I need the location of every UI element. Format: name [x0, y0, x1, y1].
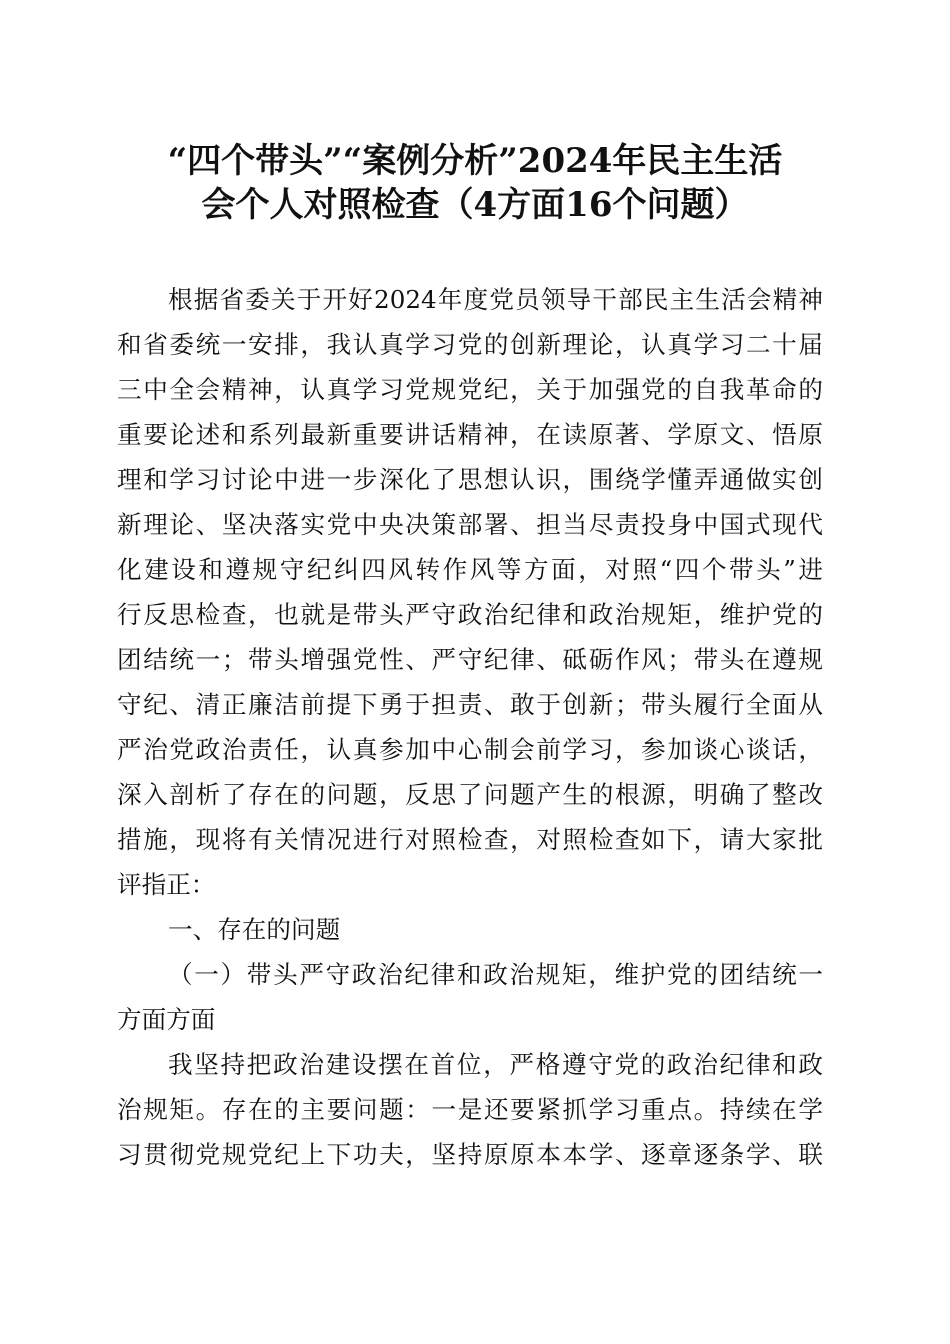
intro-line: 深入剖析了存在的问题，反思了问题产生的根源，明确了整改: [117, 780, 823, 809]
intro-line: 守纪、清正廉洁前提下勇于担责、敢于创新；带头履行全面从: [117, 690, 823, 719]
paragraph-line: 习贯彻党规党纪上下功夫，坚持原原本本学、逐章逐条学、联: [117, 1140, 823, 1169]
document-title-line-2: 会个人对照检查（4方面16个问题）: [201, 185, 749, 225]
intro-line: 措施，现将有关情况进行对照检查，对照检查如下，请大家批: [117, 825, 823, 854]
intro-line: 行反思检查，也就是带头严守政治纪律和政治规矩，维护党的: [117, 600, 823, 629]
intro-line: 评指正：: [117, 870, 216, 899]
paragraph-line: 治规矩。存在的主要问题：一是还要紧抓学习重点。持续在学: [117, 1095, 823, 1124]
intro-line: 新理论、坚决落实党中央决策部署、担当尽责投身中国式现代: [117, 510, 823, 539]
intro-line: 严治党政治责任，认真参加中心制会前学习，参加谈心谈话，: [117, 735, 823, 764]
intro-line: 理和学习讨论中进一步深化了思想认识，围绕学懂弄通做实创: [117, 465, 823, 494]
intro-line: 三中全会精神，认真学习党规党纪，关于加强党的自我革命的: [117, 375, 823, 404]
intro-line: 重要论述和系列最新重要讲话精神，在读原著、学原文、悟原: [117, 420, 823, 449]
intro-line: 团结统一；带头增强党性、严守纪律、砥砺作风；带头在遵规: [117, 645, 823, 674]
intro-line: 根据省委关于开好2024年度党员领导干部民主生活会精神: [168, 285, 823, 314]
subsection-heading-line: （一）带头严守政治纪律和政治规矩，维护党的团结统一: [168, 960, 823, 989]
intro-line: 化建设和遵规守纪纠四风转作风等方面，对照“四个带头”进: [117, 555, 823, 584]
paragraph-line: 我坚持把政治建设摆在首位，严格遵守党的政治纪律和政: [168, 1050, 823, 1079]
subsection-heading-line: 方面方面: [117, 1005, 216, 1034]
document-title-line-1: “四个带头”“案例分析”2024年民主生活: [167, 141, 783, 181]
intro-line: 和省委统一安排，我认真学习党的创新理论，认真学习二十届: [117, 330, 823, 359]
section-heading: 一、存在的问题: [168, 915, 341, 944]
